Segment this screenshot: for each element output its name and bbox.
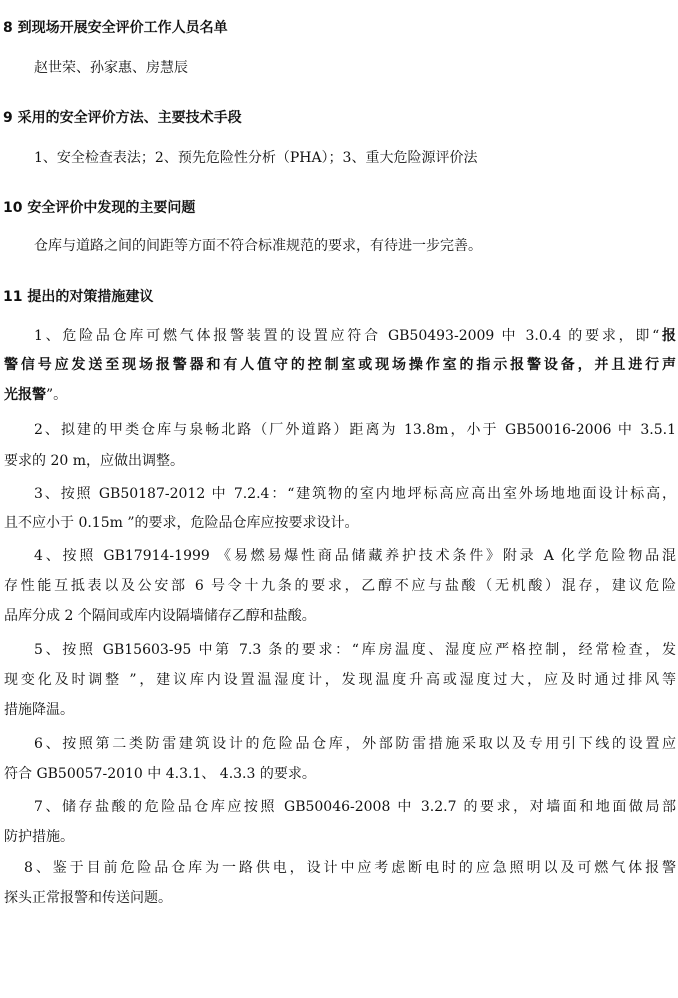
suggestion-7-line-2: 防护措施。 [4, 829, 74, 845]
suggestion-5-line-1: 5、按照 GB15603-95 中第 7.3 条的要求：“库房温度、湿度应严格控制，经常检查，发 [34, 642, 676, 658]
section-9-body: 1、安全检查表法；2、预先危险性分析（PHA）；3、重大危险源评价法 [34, 150, 478, 166]
suggestion-3-line-1: 3、按照 GB50187-2012 中 7.2.4：“建筑物的室内地坪标高应高出室外场地地面设计标高， [34, 486, 676, 502]
suggestion-1-emphasis-end: 光报警 [4, 387, 46, 403]
suggestion-3-line-2: 且不应小于 0.15m ”的要求，危险品仓库应按要求设计。 [4, 515, 359, 531]
suggestion-5-line-3: 措施降温。 [4, 702, 74, 718]
suggestion-5-line-2: 现变化及时调整 ”，建议库内设置温湿度计，发现温度升高或湿度过大，应及时通过排风等 [4, 672, 676, 688]
suggestion-1-tail: ”。 [46, 387, 68, 403]
suggestion-4-line-1: 4、按照 GB17914-1999 《易燃易爆性商品储藏养护技术条件》附录 A 化学危险物品混 [34, 548, 676, 564]
suggestion-2-line-2: 要求的 20 m，应做出调整。 [4, 453, 184, 469]
suggestion-1-line-2: 警信号应发送至现场报警器和有人值守的控制室或现场操作室的指示报警设备，并且进行声 [4, 357, 676, 373]
suggestion-6-line-1: 6、按照第二类防雷建筑设计的危险品仓库，外部防雷措施采取以及专用引下线的设置应 [34, 736, 676, 752]
suggestion-1-emphasis-start: 报 [659, 328, 677, 344]
suggestion-8-line-1: 8、鉴于目前危险品仓库为一路供电，设计中应考虑断电时的应急照明以及可燃气体报警 [24, 860, 676, 876]
section-10-heading: 10 安全评价中发现的主要问题 [3, 200, 196, 216]
suggestion-1-text: 1、危险品仓库可燃气体报警装置的设置应符合 GB50493-2009 中 3.0.4 的要求，即“ [34, 328, 660, 344]
section-8-body: 赵世荣、孙家惠、房慧辰 [34, 60, 188, 76]
section-10-body: 仓库与道路之间的间距等方面不符合标准规范的要求，有待进一步完善。 [34, 238, 482, 254]
suggestion-7-line-1: 7、储存盐酸的危险品仓库应按照 GB50046-2008 中 3.2.7 的要求，对墙面和地面做局部 [34, 799, 676, 815]
suggestion-6-line-2: 符合 GB50057-2010 中 4.3.1、 4.3.3 的要求。 [4, 766, 316, 782]
suggestion-4-line-2: 存性能互抵表以及公安部 6 号令十九条的要求，乙醇不应与盐酸（无机酸）混存，建议危险 [4, 578, 676, 594]
section-9-heading: 9 采用的安全评价方法、主要技术手段 [3, 110, 242, 126]
suggestion-2-line-1: 2、拟建的甲类仓库与泉畅北路（厂外道路）距离为 13.8m，小于 GB50016-2006 中 3.5.1 [34, 422, 676, 438]
suggestion-1-line-3 [4, 385, 67, 405]
suggestion-4-line-3: 品库分成 2 个隔间或库内设隔墙储存乙醇和盐酸。 [4, 608, 316, 624]
section-8-heading: 8 到现场开展安全评价工作人员名单 [3, 20, 228, 36]
suggestion-1-line-1 [34, 326, 676, 346]
suggestion-8-line-2: 探头正常报警和传送问题。 [4, 890, 172, 906]
section-11-heading: 11 提出的对策措施建议 [3, 289, 154, 305]
